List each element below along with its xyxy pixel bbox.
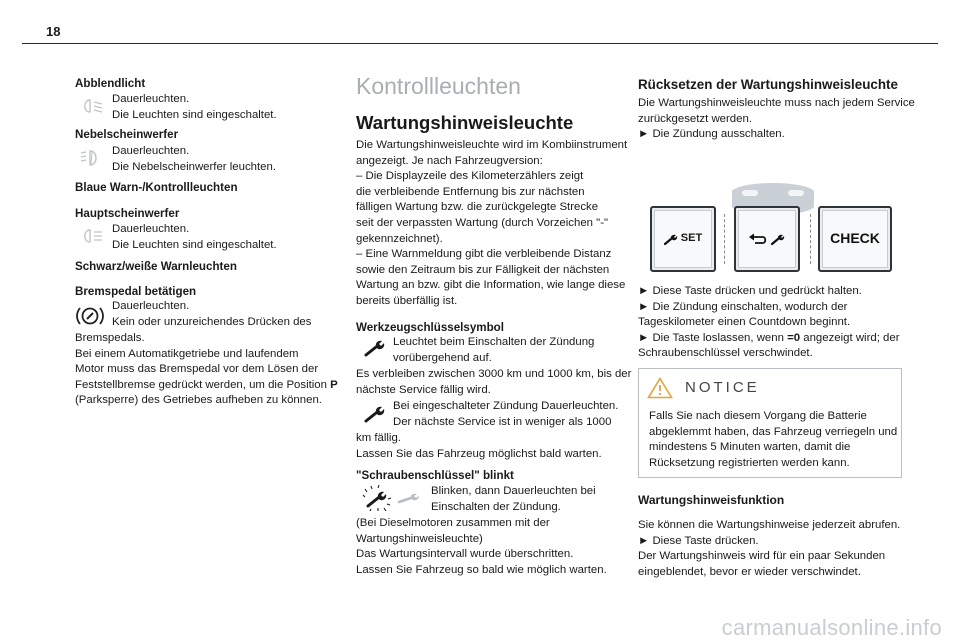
blink-l4: Wartungshinweisleuchte) [356,532,483,545]
key-separator [724,214,726,264]
header-rule [22,43,938,44]
reset-arrow-wrench-icon [748,232,786,246]
reset-key-face [738,210,796,268]
bw-warning-heading: Schwarz/weiße Warnleuchten [75,260,237,273]
function-title: Wartungshinweisfunktion [638,493,785,507]
wrench-icon [664,233,678,245]
intro-l2: angezeigt. Je nach Fahrzeugversion: [356,154,543,167]
wrench-b3: km fällig. [356,432,401,444]
brake-title: Bremspedal betätigen [75,285,197,298]
check-key-face [822,210,888,268]
wrench-a1: Leuchtet beim Einschalten der Zündung [393,336,595,348]
wrench-text-a [393,335,594,366]
blink-l2: Einschalten der Zündung. [431,500,561,513]
page-number: 18 [46,24,61,39]
wrench-text-c [393,399,618,430]
wrench-a3: Es verbleiben zwischen 3000 km und 1000 km, bis der [356,368,632,380]
wrench-icon-2 [364,405,388,429]
brake-l4: Bei einem Automatikgetriebe und laufendem [75,347,299,360]
high-beam-icon [78,229,104,249]
notice-l2: abgeklemmt haben, das Fahrzeug verriegeln und [649,425,898,438]
brake-l7: (Parksperre) des Getriebes aufheben zu können. [75,394,322,407]
high-beam-text [112,222,277,253]
function-l4: eingeblendet, bevor er wieder verschwindet. [638,565,861,578]
notice-l3: mindestens 5 Minuten warten, damit die [649,441,851,454]
high-beam-l1: Dauerleuchten. [112,223,190,235]
intro-l8: – Eine Warnmeldung gibt die verbleibende Distanz [356,248,612,261]
intro-l7: gekennzeichnet). [356,232,443,245]
check-key-label: CHECK [830,230,880,247]
key-separator [810,214,812,264]
wrench-b1: Bei eingeschalteter Zündung Dauerleuchten. [393,400,619,412]
wrench-a4: nächste Service fällig wird. [356,383,491,396]
set-key-face [654,210,712,268]
wrench-title: Werkzeugschlüsselsymbol [356,321,504,334]
reset-step2: ► Diese Taste drücken und gedrückt halten. [638,285,862,297]
reset-key-button[interactable] [734,206,800,272]
reset-step4d: Schraubenschlüssel verschwindet. [638,347,813,360]
blink-l5: Das Wartungsintervall wurde überschritten. [356,548,574,561]
brake-l1: Dauerleuchten. [112,300,190,312]
high-beam-title: Hauptscheinwerfer [75,207,180,220]
reset-step4c: angezeigt wird; der [800,331,900,344]
low-beam-text [112,92,277,123]
section-title: Kontrollleuchten [356,73,521,99]
brake-text-2 [75,331,338,409]
low-beam-l2: Die Leuchten sind eingeschaltet. [112,108,277,121]
reset-title: Rücksetzen der Wartungshinweisleuchte [638,77,898,92]
reset-steps [638,284,900,362]
low-beam-icon [78,99,104,119]
blink-text-a [431,484,596,515]
fog-text [112,144,276,175]
warning-icon [647,377,673,405]
function-l3: Der Wartungshinweis wird für ein paar Sekunden [638,550,886,563]
reset-step1: ► Die Zündung ausschalten. [638,128,785,141]
brake-l6a: Feststellbremse gedrückt werden, um die Position [75,378,331,391]
fog-title: Nebelscheinwerfer [75,128,179,141]
fog-light-icon [78,150,104,172]
wrench-b4: Lassen Sie das Fahrzeug möglichst bald warten. [356,447,602,460]
wrench-text-d [356,431,602,462]
intro-l11: bereits überfällig ist. [356,294,458,307]
blinking-wrench-icon [362,485,392,517]
function-text [638,518,900,580]
low-beam-title: Abblendlicht [75,77,146,90]
reset-step4b: =0 [787,331,801,344]
blink-l1: Blinken, dann Dauerleuchten bei [431,485,596,497]
notice-box [638,368,902,478]
brake-l5: Motor muss das Bremspedal vor dem Lösen der [75,363,319,376]
intro-l10: Wartung an bzw. gibt die Information, wie lange diese [356,279,626,292]
blue-warning-heading: Blaue Warn-/Kontrollleuchten [75,181,238,194]
brake-l6b: P [330,378,338,391]
blink-title: "Schraubenschlüssel" blinkt [356,469,514,482]
blink-l3: (Bei Dieselmotoren zusammen mit der [356,517,550,529]
reset-p1: Die Wartungshinweisleuchte muss nach jedem Service [638,97,915,109]
wrench-icon [364,339,388,363]
brake-text-1 [112,299,311,330]
low-beam-l1: Dauerleuchten. [112,93,190,105]
notice-l1: Falls Sie nach diesem Vorgang die Batterie [649,410,867,422]
high-beam-l2: Die Leuchten sind eingeschaltet. [112,238,277,251]
watermark: carmanualsonline.info [721,615,942,640]
wrench-a2: vorübergehend auf. [393,351,492,364]
reset-text [638,96,915,143]
intro-l3: – Die Displayzeile des Kilometerzählers zeigt [356,170,584,183]
intro-l6: seit der verpassten Wartung (durch Vorzeichen "-" [356,216,609,229]
notice-text [649,409,897,471]
faded-wrench-icon [397,492,421,510]
intro-l1: Die Wartungshinweisleuchte wird im Kombiinstrument [356,139,628,151]
brake-l2: Kein oder unzureichendes Drücken des [112,315,312,328]
wrench-text-b [356,367,631,398]
reset-step4 [638,331,900,347]
notice-l4: Rücksetzung registrierten werden kann. [649,456,850,469]
intro-l4: die verbleibende Entfernung bis zur nächsten [356,185,585,198]
reset-step3b: Tageskilometer einen Countdown beginnt. [638,316,851,329]
notice-label: NOTICE [685,379,760,396]
function-l1: Sie können die Wartungshinweise jederzeit abrufen. [638,519,901,531]
intro-l5: fälligen Wartung bzw. die zurückgelegte Strecke [356,201,599,214]
fog-l2: Die Nebelscheinwerfer leuchten. [112,160,276,173]
set-key-label: SET [680,232,703,245]
intro-text [356,138,627,310]
set-key-button[interactable] [650,206,716,272]
subsection-title: Wartungshinweisleuchte [356,112,574,133]
brake-pedal-icon [75,304,105,334]
function-l2: ► Diese Taste drücken. [638,534,759,547]
blink-text-b [356,516,607,578]
fog-l1: Dauerleuchten. [112,145,190,157]
brake-l3: Bremspedals. [75,332,145,344]
reset-step4a: ► Die Taste loslassen, wenn [638,331,788,344]
brake-l6 [75,378,338,394]
intro-l9: sowie den Zeitraum bis zur Fälligkeit der nächsten [356,263,610,276]
blink-l6: Lassen Sie Fahrzeug so bald wie möglich warten. [356,563,607,576]
wrench-b2: Der nächste Service ist in weniger als 1000 [393,415,612,428]
check-key-button[interactable] [818,206,892,272]
reset-step3: ► Die Zündung einschalten, wodurch der [638,300,848,313]
reset-p2: zurückgesetzt werden. [638,112,752,125]
